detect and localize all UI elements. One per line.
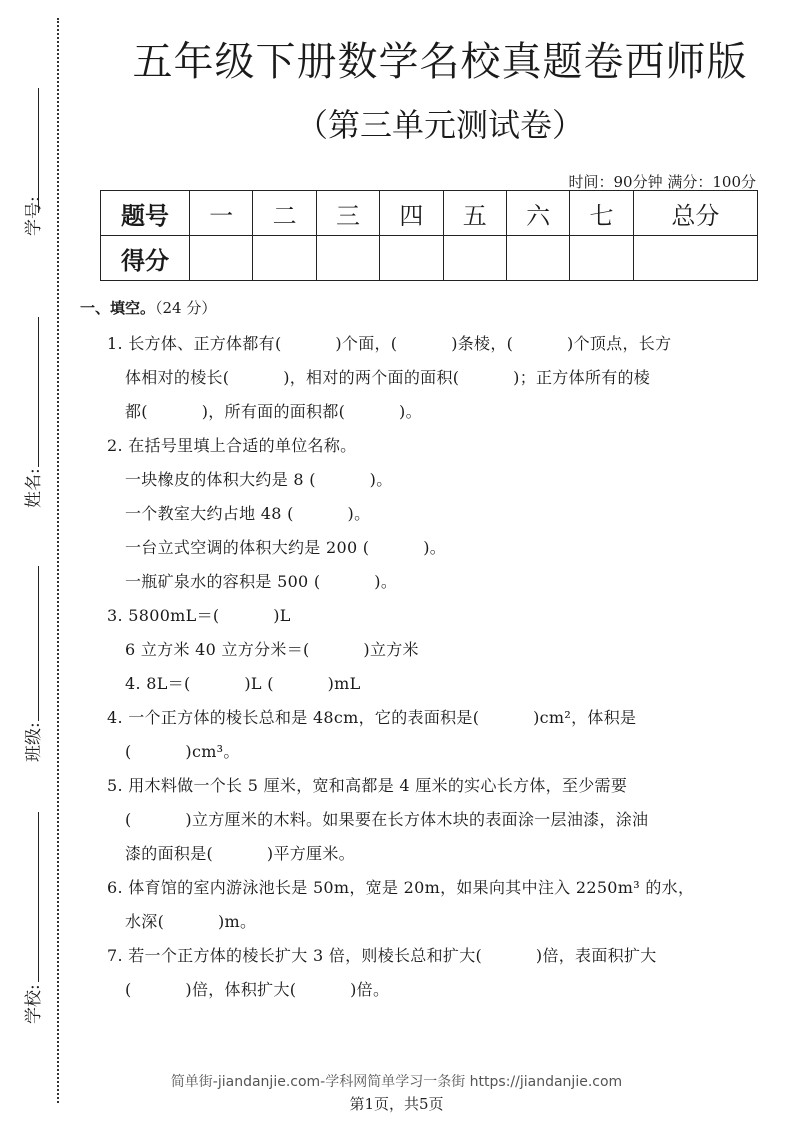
question-5-line-1: 5. 用木料做一个长 5 厘米，宽和高都是 4 厘米的实心长方体，至少需要	[107, 776, 628, 795]
footer-watermark: 简单街-jiandanjie.com-学科网简单学习一条街 https://jiandanjie.com	[170, 1074, 623, 1090]
score-cell[interactable]	[570, 236, 633, 281]
column-header: 七	[570, 191, 633, 236]
score-cell[interactable]	[316, 236, 379, 281]
question-7-line-1: 7. 若一个正方体的棱长扩大 3 倍，则棱长总和扩大( )倍，表面积扩大	[107, 946, 657, 965]
score-cell[interactable]	[443, 236, 506, 281]
question-1-line-2: 体相对的棱长( )，相对的两个面的面积( )；正方体所有的棱	[125, 368, 651, 387]
question-4-line-1: 4. 一个正方体的棱长总和是 48cm，它的表面积是( )cm²，体积是	[107, 708, 637, 727]
question-2-item-1: 一块橡皮的体积大约是 8 ( )。	[125, 470, 393, 489]
page-title: 五年级下册数学名校真题卷西师版	[132, 39, 748, 85]
column-header: 五	[443, 191, 506, 236]
column-header-total: 总分	[633, 191, 757, 236]
student-name-label: 姓名:	[24, 468, 44, 508]
column-header: 六	[506, 191, 569, 236]
column-header: 四	[380, 191, 443, 236]
column-header: 一	[190, 191, 253, 236]
student-id-label: 学号:	[24, 196, 44, 236]
question-5-line-3: 漆的面积是( )平方厘米。	[125, 844, 355, 863]
question-7-line-2: ( )倍，体积扩大( )倍。	[125, 980, 390, 999]
school-underline[interactable]	[38, 812, 39, 982]
school-label: 学校:	[24, 984, 44, 1024]
score-cell[interactable]	[190, 236, 253, 281]
score-cell-total[interactable]	[633, 236, 757, 281]
school-field[interactable]	[18, 0, 48, 1122]
score-cell[interactable]	[380, 236, 443, 281]
score-cell[interactable]	[506, 236, 569, 281]
score-table-header-row	[101, 191, 758, 236]
question-6-line-2: 水深( )m。	[125, 912, 257, 931]
section-title: 一、填空。	[80, 299, 156, 317]
row-header-score: 得分	[101, 236, 190, 281]
question-2-prompt: 2. 在括号里填上合适的单位名称。	[107, 436, 357, 455]
score-table-score-row	[101, 236, 758, 281]
score-table	[100, 190, 758, 281]
question-2-item-3: 一台立式空调的体积大约是 200 ( )。	[125, 538, 447, 557]
question-3-item-2: 6 立方米 40 立方分米＝( )立方米	[125, 640, 419, 659]
column-header: 三	[316, 191, 379, 236]
question-1-line-3: 都( )，所有面的面积都( )。	[125, 402, 422, 421]
section-heading	[80, 297, 216, 318]
column-header: 二	[253, 191, 316, 236]
question-2-item-4: 一瓶矿泉水的容积是 500 ( )。	[125, 572, 398, 591]
row-header-question-number: 题号	[101, 191, 190, 236]
question-5-line-2: ( )立方厘米的木料。如果要在长方体木块的表面涂一层油漆，涂油	[125, 810, 649, 829]
exam-meta: 时间：90分钟 满分：100分	[568, 173, 756, 191]
question-1-line-1: 1. 长方体、正方体都有( )个面，( )条棱，( )个顶点，长方	[107, 334, 672, 353]
page-number: 第1页，共5页	[349, 1095, 444, 1113]
question-4-line-2: ( )cm³。	[125, 742, 240, 761]
binding-dotted-line	[57, 18, 59, 1103]
question-2-item-2: 一个教室大约占地 48 ( )。	[125, 504, 371, 523]
question-3-item-1: 3. 5800mL＝( )L	[107, 606, 291, 625]
score-cell[interactable]	[253, 236, 316, 281]
section-points: （24 分）	[155, 299, 217, 317]
page-subtitle: （第三单元测试卷）	[295, 106, 584, 144]
class-label: 班级:	[24, 722, 44, 762]
question-6-line-1: 6. 体育馆的室内游泳池长是 50m，宽是 20m，如果向其中注入 2250m³ 的水，	[107, 878, 695, 897]
question-3-item-3: 4. 8L＝( )L ( )mL	[125, 674, 361, 693]
